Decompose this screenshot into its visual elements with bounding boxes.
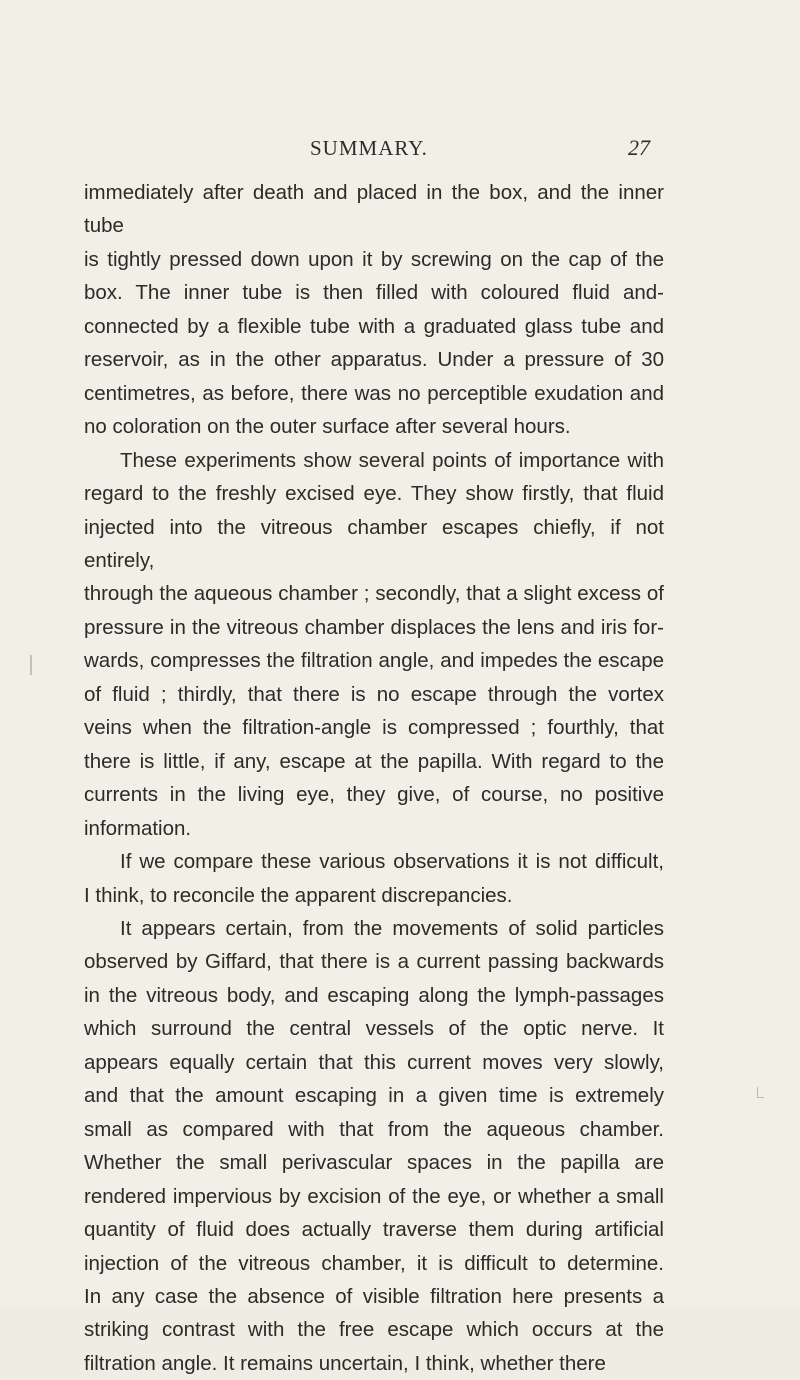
text-line: there is little, if any, escape at the papilla. With regard to the: [84, 749, 664, 773]
text-line: In any case the absence of visible filtration here presents a: [84, 1284, 664, 1308]
text-line: centimetres, as before, there was no perceptible exudation and: [84, 381, 664, 405]
text-line: is tightly pressed down upon it by screwing on the cap of the: [84, 247, 664, 271]
text-line: veins when the filtration-angle is compressed ; fourthly, that: [84, 716, 664, 740]
text-line: appears equally certain that this current moves very slowly,: [84, 1050, 664, 1074]
text-line: These experiments show several points of importance with: [120, 448, 664, 472]
text-line: small as compared with that from the aqueous chamber.: [84, 1117, 664, 1141]
text-line: of fluid ; thirdly, that there is no escape through the vortex: [84, 682, 664, 706]
text-line: If we compare these various observations it is not difficult,: [120, 850, 664, 874]
text-line: Whether the small perivascular spaces in the papilla are: [84, 1151, 664, 1175]
text-line: reservoir, as in the other apparatus. Under a pressure of 30: [84, 348, 664, 372]
text-line: and that the amount escaping in a given time is extremely: [84, 1084, 664, 1108]
text-line: pressure in the vitreous chamber displaces the lens and iris for-: [84, 615, 664, 639]
margin-mark: [30, 655, 32, 675]
corner-mark: [757, 1087, 764, 1098]
text-line: injected into the vitreous chamber escapes chiefly, if not entirely,: [84, 515, 664, 572]
text-line: in the vitreous body, and escaping along the lymph-passages: [84, 983, 664, 1007]
text-line: through the aqueous chamber ; secondly, that a slight excess of: [84, 582, 664, 606]
text-line: filtration angle. It remains uncertain, I think, whether there: [84, 1351, 606, 1375]
text-line: observed by Giffard, that there is a current passing backwards: [84, 950, 664, 974]
text-line: currents in the living eye, they give, of course, no positive: [84, 783, 664, 807]
text-line: no coloration on the outer surface after several hours.: [84, 415, 571, 439]
text-line: box. The inner tube is then filled with coloured fluid and-: [84, 281, 664, 305]
text-line: which surround the central vessels of the optic nerve. It: [84, 1017, 664, 1041]
text-line: information.: [84, 816, 192, 840]
text-line: striking contrast with the free escape which occurs at the: [84, 1318, 664, 1342]
text-line: connected by a flexible tube with a graduated glass tube and: [84, 314, 664, 338]
text-line: rendered impervious by excision of the eye, or whether a small: [84, 1184, 664, 1208]
running-head: [0, 136, 800, 166]
page-title: SUMMARY.: [310, 136, 428, 160]
text-line: I think, to reconcile the apparent discrepancies.: [84, 883, 513, 907]
text-line: regard to the freshly excised eye. They show firstly, that fluid: [84, 482, 664, 506]
text-line: injection of the vitreous chamber, it is difficult to determine.: [84, 1251, 664, 1275]
body-text: [84, 176, 664, 1380]
text-line: It appears certain, from the movements of solid particles: [120, 916, 664, 940]
text-line: immediately after death and placed in the box, and the inner tube: [84, 181, 664, 238]
text-line: wards, compresses the filtration angle, and impedes the escape: [84, 649, 664, 673]
page-number: 27: [628, 135, 650, 160]
text-line: quantity of fluid does actually traverse them during artificial: [84, 1218, 664, 1242]
